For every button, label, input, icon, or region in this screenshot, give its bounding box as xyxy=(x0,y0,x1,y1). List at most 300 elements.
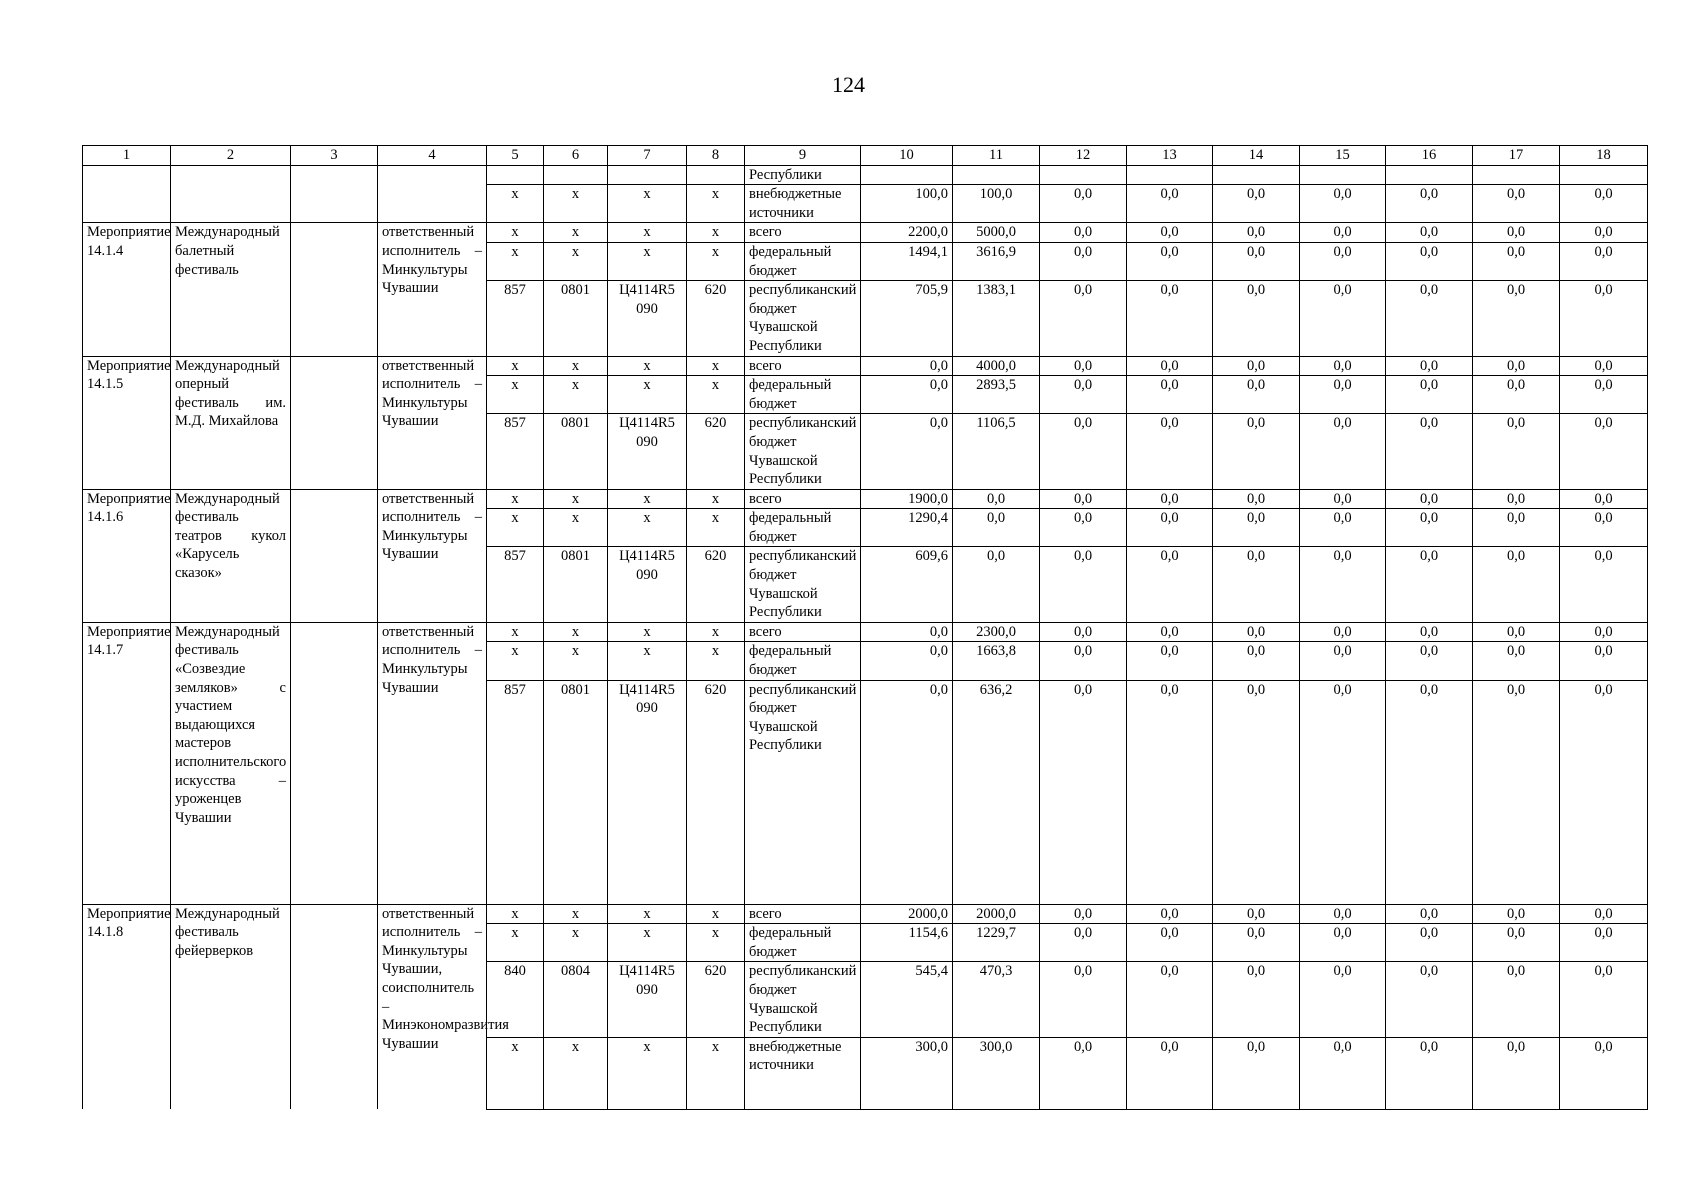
kbk-type-cell: x xyxy=(687,904,745,924)
amount-cell: 4000,0 xyxy=(953,356,1040,376)
header-cell-17: 17 xyxy=(1473,146,1560,166)
amount-cell: 0,0 xyxy=(1473,242,1560,280)
amount-cell: 0,0 xyxy=(1300,281,1386,356)
amount-cell: 0,0 xyxy=(1300,242,1386,280)
kbk-gov-cell: x xyxy=(487,622,544,642)
kbk-type-cell: 620 xyxy=(687,414,745,489)
kbk-section-cell: x xyxy=(544,509,608,547)
header-cell-10: 10 xyxy=(861,146,953,166)
executor-cell: ответственный исполнитель – Минкультуры Чувашии xyxy=(378,622,487,904)
measure-id-cell: Мероприятие 14.1.7 xyxy=(83,622,171,904)
amount-cell: 0,0 xyxy=(1127,547,1213,622)
funding-source-cell: федеральный бюджет xyxy=(745,509,861,547)
amount-cell: 0,0 xyxy=(1213,904,1300,924)
amount-cell: 0,0 xyxy=(1127,414,1213,489)
kbk-gov-cell: 857 xyxy=(487,281,544,356)
kbk-section-cell: 0801 xyxy=(544,281,608,356)
header-cell-12: 12 xyxy=(1040,146,1127,166)
amount-cell xyxy=(1386,165,1473,185)
amount-cell: 0,0 xyxy=(1560,414,1648,489)
table-row xyxy=(83,165,1648,185)
kbk-article-cell: x xyxy=(608,376,687,414)
amount-cell: 0,0 xyxy=(1300,376,1386,414)
measure-title-cell: Международный фестиваль фейерверков xyxy=(171,904,291,1109)
kbk-article-cell: x xyxy=(608,242,687,280)
kbk-gov-cell: x xyxy=(487,376,544,414)
kbk-section-cell: 0801 xyxy=(544,547,608,622)
kbk-article-cell: x xyxy=(608,185,687,223)
amount-cell: 1663,8 xyxy=(953,642,1040,680)
funding-source-cell: Республики xyxy=(745,165,861,185)
kbk-gov-cell: x xyxy=(487,242,544,280)
amount-cell: 0,0 xyxy=(1127,185,1213,223)
funding-source-cell: республиканский бюджет Чувашской Республики xyxy=(745,680,861,904)
table-row xyxy=(83,356,1648,376)
kbk-gov-cell: x xyxy=(487,1037,544,1109)
measure-id-cell: Мероприятие 14.1.8 xyxy=(83,904,171,1109)
kbk-type-cell: x xyxy=(687,242,745,280)
amount-cell: 0,0 xyxy=(1040,281,1127,356)
amount-cell: 0,0 xyxy=(1386,185,1473,223)
kbk-article-cell: x xyxy=(608,356,687,376)
kbk-type-cell: x xyxy=(687,924,745,962)
table-body xyxy=(83,165,1648,1109)
funding-source-cell: всего xyxy=(745,904,861,924)
amount-cell: 0,0 xyxy=(1473,414,1560,489)
amount-cell: 0,0 xyxy=(1300,642,1386,680)
header-cell-16: 16 xyxy=(1386,146,1473,166)
kbk-article-cell: Ц4114R5 090 xyxy=(608,547,687,622)
header-cell-1: 1 xyxy=(83,146,171,166)
kbk-section-cell: 0801 xyxy=(544,680,608,904)
amount-cell: 0,0 xyxy=(1560,223,1648,243)
kbk-section-cell xyxy=(544,165,608,185)
header-cell-15: 15 xyxy=(1300,146,1386,166)
amount-cell: 0,0 xyxy=(1473,489,1560,509)
kbk-article-cell: x xyxy=(608,622,687,642)
column-3-cell xyxy=(291,622,378,904)
header-cell-13: 13 xyxy=(1127,146,1213,166)
amount-cell: 0,0 xyxy=(1040,642,1127,680)
amount-cell: 0,0 xyxy=(1213,281,1300,356)
kbk-article-cell: x xyxy=(608,489,687,509)
amount-cell: 0,0 xyxy=(953,489,1040,509)
kbk-type-cell xyxy=(687,165,745,185)
amount-cell: 0,0 xyxy=(1213,1037,1300,1109)
kbk-type-cell: x xyxy=(687,622,745,642)
amount-cell: 0,0 xyxy=(1300,489,1386,509)
measure-title-cell: Международный фестиваль театров кукол «Карусель сказок» xyxy=(171,489,291,622)
amount-cell xyxy=(1213,165,1300,185)
amount-cell: 0,0 xyxy=(861,376,953,414)
table-row xyxy=(83,904,1648,924)
amount-cell: 0,0 xyxy=(1040,414,1127,489)
amount-cell: 0,0 xyxy=(1040,904,1127,924)
kbk-gov-cell: 857 xyxy=(487,414,544,489)
executor-cell: ответственный исполнитель – Минкультуры Чувашии xyxy=(378,489,487,622)
amount-cell: 0,0 xyxy=(1040,962,1127,1037)
amount-cell: 0,0 xyxy=(1213,622,1300,642)
amount-cell: 0,0 xyxy=(1560,904,1648,924)
amount-cell: 0,0 xyxy=(1386,242,1473,280)
column-3-cell xyxy=(291,223,378,356)
amount-cell: 0,0 xyxy=(1213,242,1300,280)
amount-cell: 0,0 xyxy=(1300,509,1386,547)
amount-cell: 0,0 xyxy=(1473,356,1560,376)
amount-cell: 0,0 xyxy=(1127,962,1213,1037)
kbk-section-cell: x xyxy=(544,904,608,924)
amount-cell: 0,0 xyxy=(1386,547,1473,622)
measure-title-cell: Международный фестиваль «Созвездие земляков» с участием выдающихся мастеров исполнительского искусства – уроженцев Чувашии xyxy=(171,622,291,904)
executor-cell: ответственный исполнитель – Минкультуры Чувашии, соисполнитель – Минэкономразвития Чувашии xyxy=(378,904,487,1109)
amount-cell: 0,0 xyxy=(1040,1037,1127,1109)
amount-cell: 0,0 xyxy=(1040,509,1127,547)
amount-cell: 0,0 xyxy=(1213,185,1300,223)
kbk-section-cell: x xyxy=(544,642,608,680)
amount-cell: 0,0 xyxy=(1213,223,1300,243)
amount-cell: 0,0 xyxy=(953,547,1040,622)
funding-source-cell: республиканский бюджет Чувашской Республики xyxy=(745,281,861,356)
amount-cell: 0,0 xyxy=(1560,356,1648,376)
amount-cell: 2000,0 xyxy=(953,904,1040,924)
amount-cell: 0,0 xyxy=(1473,223,1560,243)
amount-cell: 0,0 xyxy=(1300,962,1386,1037)
header-cell-3: 3 xyxy=(291,146,378,166)
kbk-section-cell: 0804 xyxy=(544,962,608,1037)
amount-cell xyxy=(1127,165,1213,185)
table-row xyxy=(83,622,1648,642)
amount-cell: 0,0 xyxy=(1040,356,1127,376)
amount-cell: 0,0 xyxy=(1040,622,1127,642)
amount-cell: 0,0 xyxy=(1473,962,1560,1037)
amount-cell: 0,0 xyxy=(1560,622,1648,642)
amount-cell: 0,0 xyxy=(1560,489,1648,509)
header-cell-9: 9 xyxy=(745,146,861,166)
funding-source-cell: республиканский бюджет Чувашской Республики xyxy=(745,547,861,622)
kbk-type-cell: x xyxy=(687,509,745,547)
amount-cell: 0,0 xyxy=(1386,1037,1473,1109)
kbk-section-cell: x xyxy=(544,223,608,243)
kbk-article-cell xyxy=(608,165,687,185)
amount-cell: 0,0 xyxy=(1127,622,1213,642)
kbk-article-cell: Ц4114R5 090 xyxy=(608,281,687,356)
kbk-type-cell: x xyxy=(687,185,745,223)
amount-cell: 0,0 xyxy=(1386,924,1473,962)
amount-cell: 0,0 xyxy=(1473,547,1560,622)
amount-cell: 0,0 xyxy=(1040,185,1127,223)
kbk-gov-cell: x xyxy=(487,489,544,509)
kbk-section-cell: 0801 xyxy=(544,414,608,489)
amount-cell: 636,2 xyxy=(953,680,1040,904)
amount-cell: 0,0 xyxy=(1127,489,1213,509)
amount-cell: 0,0 xyxy=(1127,642,1213,680)
funding-source-cell: внебюджетные источники xyxy=(745,185,861,223)
amount-cell: 0,0 xyxy=(1127,680,1213,904)
kbk-type-cell: 620 xyxy=(687,547,745,622)
amount-cell: 0,0 xyxy=(1473,376,1560,414)
amount-cell: 0,0 xyxy=(1127,509,1213,547)
kbk-type-cell: x xyxy=(687,356,745,376)
budget-table xyxy=(82,145,1648,1110)
amount-cell: 0,0 xyxy=(1213,924,1300,962)
funding-source-cell: внебюджетные источники xyxy=(745,1037,861,1109)
amount-cell: 0,0 xyxy=(861,680,953,904)
amount-cell: 0,0 xyxy=(1213,414,1300,489)
amount-cell: 0,0 xyxy=(1300,547,1386,622)
amount-cell: 0,0 xyxy=(1300,356,1386,376)
kbk-type-cell: 620 xyxy=(687,962,745,1037)
amount-cell: 0,0 xyxy=(1127,904,1213,924)
continuation-cell xyxy=(83,165,171,223)
funding-source-cell: всего xyxy=(745,489,861,509)
kbk-gov-cell: x xyxy=(487,904,544,924)
amount-cell: 0,0 xyxy=(1040,489,1127,509)
kbk-section-cell: x xyxy=(544,1037,608,1109)
amount-cell: 100,0 xyxy=(953,185,1040,223)
header-row xyxy=(83,146,1648,166)
kbk-section-cell: x xyxy=(544,356,608,376)
continuation-cell xyxy=(171,165,291,223)
column-3-cell xyxy=(291,904,378,1109)
amount-cell: 0,0 xyxy=(1560,376,1648,414)
amount-cell: 0,0 xyxy=(1560,680,1648,904)
amount-cell: 545,4 xyxy=(861,962,953,1037)
measure-title-cell: Международный оперный фестиваль им. М.Д. Михайлова xyxy=(171,356,291,489)
amount-cell: 0,0 xyxy=(1386,356,1473,376)
amount-cell: 0,0 xyxy=(1213,376,1300,414)
amount-cell: 1154,6 xyxy=(861,924,953,962)
kbk-article-cell: x xyxy=(608,223,687,243)
amount-cell: 0,0 xyxy=(1560,924,1648,962)
kbk-section-cell: x xyxy=(544,185,608,223)
kbk-type-cell: x xyxy=(687,1037,745,1109)
kbk-gov-cell: x xyxy=(487,509,544,547)
measure-id-cell: Мероприятие 14.1.6 xyxy=(83,489,171,622)
funding-source-cell: федеральный бюджет xyxy=(745,642,861,680)
measure-id-cell: Мероприятие 14.1.4 xyxy=(83,223,171,356)
amount-cell: 0,0 xyxy=(1386,223,1473,243)
kbk-section-cell: x xyxy=(544,242,608,280)
amount-cell: 0,0 xyxy=(1473,904,1560,924)
kbk-gov-cell: x xyxy=(487,642,544,680)
column-3-cell xyxy=(291,489,378,622)
kbk-gov-cell: 840 xyxy=(487,962,544,1037)
header-cell-2: 2 xyxy=(171,146,291,166)
amount-cell: 0,0 xyxy=(1300,622,1386,642)
funding-source-cell: всего xyxy=(745,622,861,642)
amount-cell: 2300,0 xyxy=(953,622,1040,642)
amount-cell: 0,0 xyxy=(1127,924,1213,962)
amount-cell: 0,0 xyxy=(1300,185,1386,223)
amount-cell: 0,0 xyxy=(1213,642,1300,680)
amount-cell: 0,0 xyxy=(1300,1037,1386,1109)
kbk-type-cell: 620 xyxy=(687,281,745,356)
kbk-article-cell: x xyxy=(608,904,687,924)
funding-source-cell: республиканский бюджет Чувашской Республики xyxy=(745,962,861,1037)
amount-cell: 0,0 xyxy=(1386,489,1473,509)
amount-cell: 0,0 xyxy=(1560,642,1648,680)
amount-cell: 0,0 xyxy=(1127,1037,1213,1109)
amount-cell xyxy=(1473,165,1560,185)
amount-cell: 0,0 xyxy=(861,622,953,642)
amount-cell: 300,0 xyxy=(861,1037,953,1109)
amount-cell: 0,0 xyxy=(1473,1037,1560,1109)
amount-cell: 0,0 xyxy=(1473,622,1560,642)
header-cell-8: 8 xyxy=(687,146,745,166)
kbk-article-cell: x xyxy=(608,509,687,547)
amount-cell: 100,0 xyxy=(861,185,953,223)
funding-source-cell: федеральный бюджет xyxy=(745,376,861,414)
header-cell-18: 18 xyxy=(1560,146,1648,166)
kbk-section-cell: x xyxy=(544,924,608,962)
header-cell-4: 4 xyxy=(378,146,487,166)
executor-cell: ответственный исполнитель – Минкультуры Чувашии xyxy=(378,356,487,489)
header-cell-14: 14 xyxy=(1213,146,1300,166)
amount-cell: 1106,5 xyxy=(953,414,1040,489)
amount-cell: 0,0 xyxy=(1213,509,1300,547)
amount-cell: 0,0 xyxy=(1473,924,1560,962)
amount-cell: 0,0 xyxy=(861,414,953,489)
amount-cell: 0,0 xyxy=(1386,680,1473,904)
kbk-type-cell: x xyxy=(687,376,745,414)
funding-source-cell: всего xyxy=(745,356,861,376)
kbk-section-cell: x xyxy=(544,489,608,509)
amount-cell: 0,0 xyxy=(1560,547,1648,622)
header-cell-7: 7 xyxy=(608,146,687,166)
funding-source-cell: федеральный бюджет xyxy=(745,924,861,962)
amount-cell: 0,0 xyxy=(1560,1037,1648,1109)
amount-cell xyxy=(1560,165,1648,185)
amount-cell: 2000,0 xyxy=(861,904,953,924)
header-cell-5: 5 xyxy=(487,146,544,166)
amount-cell: 0,0 xyxy=(1300,680,1386,904)
executor-cell: ответственный исполнитель – Минкультуры Чувашии xyxy=(378,223,487,356)
funding-source-cell: федеральный бюджет xyxy=(745,242,861,280)
amount-cell: 0,0 xyxy=(1473,509,1560,547)
amount-cell: 0,0 xyxy=(1127,281,1213,356)
amount-cell: 0,0 xyxy=(1127,356,1213,376)
kbk-section-cell: x xyxy=(544,622,608,642)
amount-cell: 0,0 xyxy=(1040,547,1127,622)
kbk-type-cell: x xyxy=(687,489,745,509)
amount-cell: 0,0 xyxy=(1473,680,1560,904)
amount-cell: 1494,1 xyxy=(861,242,953,280)
kbk-gov-cell: x xyxy=(487,185,544,223)
amount-cell: 0,0 xyxy=(1127,242,1213,280)
amount-cell: 0,0 xyxy=(1386,281,1473,356)
amount-cell: 0,0 xyxy=(1300,924,1386,962)
continuation-cell xyxy=(378,165,487,223)
header-cell-6: 6 xyxy=(544,146,608,166)
amount-cell: 0,0 xyxy=(1213,547,1300,622)
kbk-gov-cell: x xyxy=(487,356,544,376)
amount-cell: 0,0 xyxy=(1040,924,1127,962)
kbk-article-cell: Ц4114R5 090 xyxy=(608,680,687,904)
amount-cell: 0,0 xyxy=(1040,223,1127,243)
table-row xyxy=(83,223,1648,243)
amount-cell: 0,0 xyxy=(1386,414,1473,489)
table-row xyxy=(83,489,1648,509)
amount-cell: 2893,5 xyxy=(953,376,1040,414)
amount-cell: 705,9 xyxy=(861,281,953,356)
kbk-type-cell: x xyxy=(687,223,745,243)
amount-cell: 0,0 xyxy=(1386,509,1473,547)
amount-cell: 1229,7 xyxy=(953,924,1040,962)
amount-cell: 0,0 xyxy=(861,642,953,680)
amount-cell: 0,0 xyxy=(1300,223,1386,243)
amount-cell: 0,0 xyxy=(1127,376,1213,414)
amount-cell: 0,0 xyxy=(1386,962,1473,1037)
amount-cell: 0,0 xyxy=(1040,680,1127,904)
kbk-type-cell: x xyxy=(687,642,745,680)
kbk-article-cell: Ц4114R5 090 xyxy=(608,962,687,1037)
measure-id-cell: Мероприятие 14.1.5 xyxy=(83,356,171,489)
amount-cell: 0,0 xyxy=(1040,376,1127,414)
kbk-article-cell: Ц4114R5 090 xyxy=(608,414,687,489)
amount-cell: 0,0 xyxy=(1127,223,1213,243)
amount-cell: 5000,0 xyxy=(953,223,1040,243)
column-3-cell xyxy=(291,356,378,489)
funding-source-cell: республиканский бюджет Чувашской Республики xyxy=(745,414,861,489)
kbk-gov-cell: 857 xyxy=(487,547,544,622)
kbk-gov-cell: 857 xyxy=(487,680,544,904)
amount-cell: 0,0 xyxy=(1560,509,1648,547)
amount-cell: 0,0 xyxy=(1213,356,1300,376)
amount-cell: 0,0 xyxy=(1386,622,1473,642)
kbk-article-cell: x xyxy=(608,1037,687,1109)
amount-cell: 300,0 xyxy=(953,1037,1040,1109)
header-cell-11: 11 xyxy=(953,146,1040,166)
kbk-article-cell: x xyxy=(608,642,687,680)
amount-cell: 0,0 xyxy=(1560,962,1648,1037)
amount-cell: 1383,1 xyxy=(953,281,1040,356)
amount-cell xyxy=(861,165,953,185)
amount-cell: 1900,0 xyxy=(861,489,953,509)
amount-cell: 0,0 xyxy=(1386,642,1473,680)
amount-cell: 1290,4 xyxy=(861,509,953,547)
amount-cell xyxy=(953,165,1040,185)
amount-cell: 0,0 xyxy=(1386,904,1473,924)
amount-cell: 0,0 xyxy=(1473,281,1560,356)
kbk-gov-cell: x xyxy=(487,223,544,243)
amount-cell: 0,0 xyxy=(1040,242,1127,280)
kbk-gov-cell: x xyxy=(487,924,544,962)
amount-cell: 470,3 xyxy=(953,962,1040,1037)
continuation-cell xyxy=(291,165,378,223)
amount-cell: 0,0 xyxy=(1300,904,1386,924)
amount-cell: 0,0 xyxy=(1560,242,1648,280)
amount-cell: 3616,9 xyxy=(953,242,1040,280)
amount-cell: 0,0 xyxy=(1473,642,1560,680)
amount-cell: 0,0 xyxy=(861,356,953,376)
amount-cell: 0,0 xyxy=(1213,680,1300,904)
funding-source-cell: всего xyxy=(745,223,861,243)
amount-cell: 0,0 xyxy=(1213,962,1300,1037)
measure-title-cell: Международный балетный фестиваль xyxy=(171,223,291,356)
kbk-type-cell: 620 xyxy=(687,680,745,904)
kbk-article-cell: x xyxy=(608,924,687,962)
amount-cell: 0,0 xyxy=(1560,185,1648,223)
amount-cell xyxy=(1040,165,1127,185)
amount-cell: 0,0 xyxy=(1560,281,1648,356)
amount-cell: 609,6 xyxy=(861,547,953,622)
amount-cell xyxy=(1300,165,1386,185)
amount-cell: 0,0 xyxy=(1213,489,1300,509)
amount-cell: 0,0 xyxy=(1300,414,1386,489)
kbk-section-cell: x xyxy=(544,376,608,414)
amount-cell: 0,0 xyxy=(953,509,1040,547)
amount-cell: 2200,0 xyxy=(861,223,953,243)
